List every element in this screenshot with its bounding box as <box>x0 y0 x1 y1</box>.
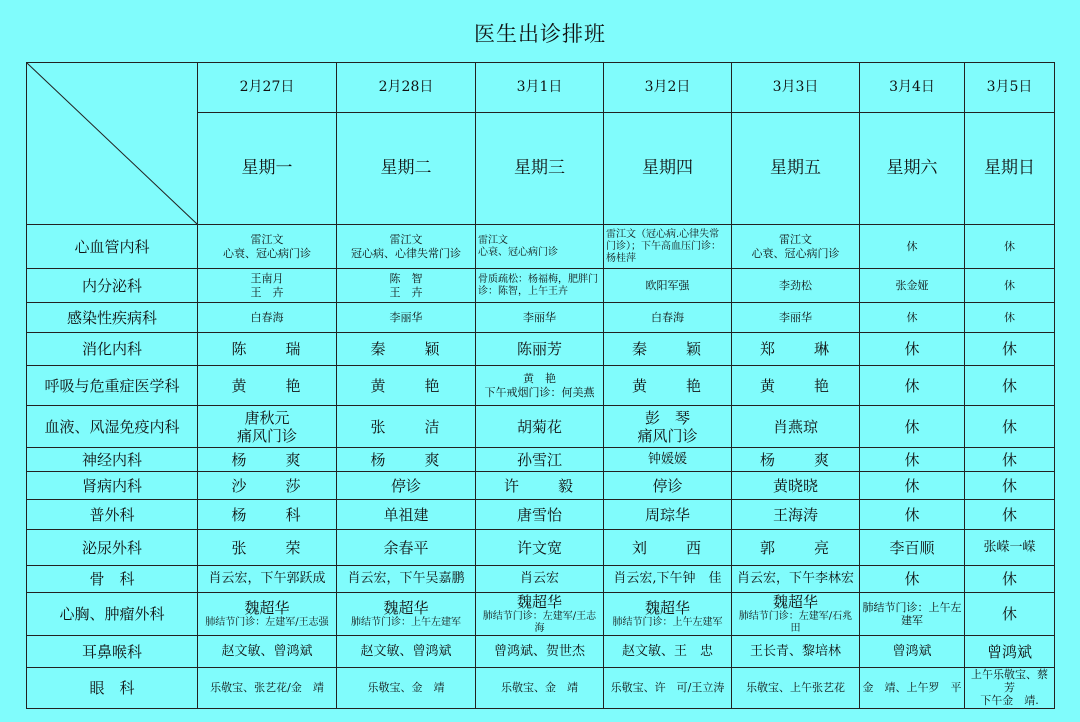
doctor-name: 周琮华 <box>644 505 690 524</box>
doctor-name: 许 毅 <box>503 476 585 495</box>
doctor-name: 魏超华 <box>516 593 562 611</box>
schedule-cell <box>732 406 860 448</box>
doctor-name: 孙雪江 <box>516 450 562 469</box>
doctor-name: 魏超华 <box>772 593 818 611</box>
schedule-cell <box>476 448 604 472</box>
date-cell: 3月2日 <box>604 63 732 113</box>
department-name: 消化内科 <box>27 333 198 366</box>
schedule-cell <box>965 269 1055 303</box>
doctor-name: 休 <box>906 310 918 324</box>
schedule-cell <box>965 472 1055 500</box>
doctor-name: 黄 艳 <box>231 376 313 395</box>
clinic-note: 心衰、冠心病门诊 <box>751 246 840 260</box>
schedule-cell <box>965 366 1055 406</box>
doctor-name: 雷江文 <box>779 233 812 247</box>
schedule-cell <box>198 668 337 709</box>
doctor-name: 欧阳军强 <box>645 278 690 292</box>
schedule-cell <box>198 303 337 333</box>
clinic-note: 心衰、冠心病门诊 <box>478 246 558 258</box>
doctor-name: 肖云宏，下午吴嘉鹏 <box>347 571 465 587</box>
doctor-name: 休 <box>1001 450 1017 469</box>
schedule-cell <box>732 366 860 406</box>
doctor-name: 魏超华 <box>244 599 290 617</box>
doctor-name: 许文宽 <box>516 538 562 557</box>
doctor-name: 停诊 <box>652 476 683 495</box>
schedule-cell <box>604 668 732 709</box>
doctor-name: 郭 亮 <box>759 538 841 557</box>
table-row <box>27 593 1055 636</box>
doctor-name: 黄晓晓 <box>772 476 818 495</box>
doctor-name: 曾鸿斌 <box>986 642 1032 661</box>
schedule-cell <box>860 500 965 530</box>
doctor-name: 黄 艳 <box>370 376 452 395</box>
schedule-cell <box>965 303 1055 333</box>
doctor-name: 杨 爽 <box>759 450 841 469</box>
doctor-name: 唐秋元 <box>244 408 290 427</box>
schedule-cell <box>476 406 604 448</box>
weekday-cell: 星期三 <box>476 113 604 225</box>
table-row <box>27 225 1055 269</box>
date-row <box>27 63 1055 113</box>
doctor-name: 乐敬宝、张艺花/金 靖 <box>210 681 324 695</box>
schedule-cell <box>732 225 860 269</box>
doctor-name: 上午乐敬宝、蔡芳 <box>971 668 1048 695</box>
schedule-cell <box>337 472 476 500</box>
doctor-name: 肖燕琼 <box>772 417 818 436</box>
doctor-name: 赵文敏、王 忠 <box>621 643 713 659</box>
table-row <box>27 500 1055 530</box>
schedule-cell <box>604 566 732 593</box>
schedule-cell <box>337 530 476 566</box>
weekday-cell: 星期二 <box>337 113 476 225</box>
schedule-cell <box>337 593 476 636</box>
doctor-name: 休 <box>904 450 920 469</box>
table-row <box>27 530 1055 566</box>
doctor-name: 胡菊花 <box>516 417 562 436</box>
doctor-name: 赵文敏、曾鸿斌 <box>360 643 452 659</box>
date-cell: 3月5日 <box>965 63 1055 113</box>
doctor-name: 乐敬宝、许 可/王立涛 <box>610 681 725 695</box>
schedule-cell <box>198 472 337 500</box>
schedule-cell <box>476 593 604 636</box>
schedule-cell <box>476 500 604 530</box>
schedule-cell <box>604 636 732 668</box>
department-name: 心胸、肿瘤外科 <box>27 593 198 636</box>
clinic-note: 心衰、冠心病门诊 <box>223 246 311 260</box>
schedule-cell <box>337 566 476 593</box>
doctor-name: 休 <box>904 376 920 395</box>
schedule-cell <box>965 593 1055 636</box>
schedule-cell <box>604 472 732 500</box>
schedule-cell <box>476 472 604 500</box>
weekday-cell: 星期六 <box>860 113 965 225</box>
schedule-cell <box>476 303 604 333</box>
table-row <box>27 636 1055 668</box>
doctor-name: 魏超华 <box>644 599 690 617</box>
schedule-cell <box>860 636 965 668</box>
schedule-cell <box>860 448 965 472</box>
schedule-cell <box>476 636 604 668</box>
schedule-cell <box>965 636 1055 668</box>
date-cell: 3月1日 <box>476 63 604 113</box>
doctor-name: 张金娅 <box>895 278 929 292</box>
schedule-cell <box>732 636 860 668</box>
doctor-name: 金 靖、上午罗 平 <box>862 681 962 695</box>
doctor-name: 雷江文 <box>478 234 508 246</box>
schedule-cell <box>965 225 1055 269</box>
doctor-name: 魏超华 <box>383 599 429 617</box>
doctor-name: 休 <box>904 340 920 358</box>
date-cell: 2月27日 <box>198 63 337 113</box>
doctor-name: 肺结节门诊：上午左建军 <box>862 600 962 627</box>
table-row <box>27 668 1055 709</box>
doctor-name: 郑 琳 <box>759 340 841 358</box>
schedule-cell <box>965 500 1055 530</box>
table-row <box>27 269 1055 303</box>
schedule-cell <box>732 593 860 636</box>
clinic-note: 肺结节门诊：左建军/王志强 <box>205 617 329 628</box>
schedule-cell <box>965 530 1055 566</box>
schedule-cell <box>604 269 732 303</box>
department-name: 呼吸与危重症医学科 <box>27 366 198 406</box>
schedule-cell <box>476 530 604 566</box>
schedule-cell <box>860 303 965 333</box>
clinic-note: 肺结节门诊：左建军/石兆田 <box>738 611 853 634</box>
schedule-cell <box>198 448 337 472</box>
doctor-name: 杨 科 <box>231 505 313 524</box>
schedule-cell <box>476 566 604 593</box>
weekday-cell: 星期一 <box>198 113 337 225</box>
schedule-cell <box>198 333 337 366</box>
department-name: 普外科 <box>27 500 198 530</box>
doctor-name: 李丽华 <box>389 310 423 324</box>
schedule-cell <box>337 333 476 366</box>
doctor-name: 白春海 <box>651 310 684 324</box>
doctor-name: 休 <box>1001 417 1017 436</box>
doctor-name: 黄 艳 <box>759 376 841 395</box>
doctor-name: 休 <box>904 570 920 588</box>
date-cell: 3月3日 <box>732 63 860 113</box>
doctor-name: 李丽华 <box>523 310 556 324</box>
schedule-cell <box>860 566 965 593</box>
schedule-cell <box>337 668 476 709</box>
doctor-name: 乐敬宝、金 靖 <box>367 681 445 695</box>
clinic-note: 下午戒烟门诊：何美燕 <box>484 385 595 399</box>
doctor-name: 陈 智 <box>389 272 423 286</box>
table-row <box>27 448 1055 472</box>
schedule-cell <box>604 406 732 448</box>
doctor-name: 骨质疏松：杨福梅，肥胖门诊：陈智，上午王卉 <box>478 273 598 297</box>
doctor-name: 李劲松 <box>779 278 812 292</box>
schedule-cell <box>604 225 732 269</box>
schedule-cell <box>860 333 965 366</box>
doctor-name: 肖云宏，下午李林宏 <box>736 571 854 587</box>
doctor-name: 张 荣 <box>231 538 313 557</box>
doctor-name: 曾鸿斌 <box>892 643 932 659</box>
schedule-table <box>26 62 1055 709</box>
department-name: 肾病内科 <box>27 472 198 500</box>
table-row <box>27 472 1055 500</box>
doctor-name: 肖云宏 <box>519 571 559 587</box>
schedule-cell <box>198 500 337 530</box>
schedule-cell <box>860 406 965 448</box>
schedule-cell <box>604 303 732 333</box>
department-name: 耳鼻喉科 <box>27 636 198 668</box>
doctor-name: 陈丽芳 <box>516 340 562 358</box>
schedule-cell <box>732 500 860 530</box>
schedule-cell <box>337 636 476 668</box>
doctor-name: 杨 爽 <box>370 450 452 469</box>
doctor-name: 乐敬宝、上午张艺花 <box>746 681 845 695</box>
schedule-cell <box>198 566 337 593</box>
table-row <box>27 366 1055 406</box>
doctor-name: 单祖建 <box>383 505 429 524</box>
schedule-cell <box>860 269 965 303</box>
schedule-cell <box>337 269 476 303</box>
clinic-note: 肺结节门诊：上午左建军 <box>351 617 461 628</box>
department-name: 神经内科 <box>27 448 198 472</box>
doctor-name: 肖云宏,下午钟 佳 <box>613 571 722 587</box>
clinic-note: 痛风门诊 <box>637 426 698 445</box>
schedule-cell <box>965 406 1055 448</box>
doctor-name: 张 洁 <box>370 417 452 436</box>
weekday-cell: 星期日 <box>965 113 1055 225</box>
clinic-note: 下午金 靖. <box>980 694 1039 708</box>
doctor-name: 休 <box>904 417 920 436</box>
doctor-name: 休 <box>1004 239 1015 253</box>
department-name: 感染性疾病科 <box>27 303 198 333</box>
schedule-cell <box>337 366 476 406</box>
schedule-cell <box>476 225 604 269</box>
doctor-name: 休 <box>906 239 918 253</box>
schedule-cell <box>860 668 965 709</box>
doctor-name: 休 <box>1001 340 1017 358</box>
doctor-name: 休 <box>904 476 920 495</box>
doctor-name: 休 <box>1004 278 1015 292</box>
doctor-name: 赵文敏、曾鸿斌 <box>221 643 313 659</box>
clinic-note: 王 卉 <box>389 285 423 299</box>
schedule-cell <box>476 668 604 709</box>
department-name: 泌尿外科 <box>27 530 198 566</box>
schedule-cell <box>337 303 476 333</box>
schedule-cell <box>476 333 604 366</box>
department-name: 内分泌科 <box>27 269 198 303</box>
page-title: 医生出诊排班 <box>474 22 606 46</box>
doctor-name: 休 <box>1004 310 1015 324</box>
doctor-name: 停诊 <box>390 476 421 495</box>
doctor-name: 休 <box>1001 476 1017 495</box>
schedule-cell <box>732 668 860 709</box>
doctor-name: 白春海 <box>250 310 284 324</box>
schedule-cell <box>604 593 732 636</box>
doctor-name: 黄 艳 <box>523 372 556 386</box>
doctor-name: 唐雪怡 <box>516 505 562 524</box>
clinic-note: 冠心病、心律失常门诊 <box>351 246 461 260</box>
schedule-cell <box>965 333 1055 366</box>
clinic-note: 王 卉 <box>250 285 284 299</box>
schedule-cell <box>337 500 476 530</box>
schedule-cell <box>732 448 860 472</box>
doctor-name: 陈 瑞 <box>231 340 313 358</box>
schedule-cell <box>198 269 337 303</box>
doctor-name: 雷江文 <box>250 233 284 247</box>
department-name: 眼 科 <box>27 668 198 709</box>
table-row <box>27 333 1055 366</box>
schedule-cell <box>198 593 337 636</box>
schedule-cell <box>732 269 860 303</box>
doctor-name: 张嵘一嵘 <box>983 539 1036 555</box>
doctor-name: 黄 艳 <box>631 376 713 395</box>
schedule-cell <box>198 530 337 566</box>
doctor-name: 休 <box>1001 505 1017 524</box>
schedule-cell <box>198 366 337 406</box>
weekday-cell: 星期五 <box>732 113 860 225</box>
doctor-name: 秦 颖 <box>631 340 713 358</box>
schedule-cell <box>198 636 337 668</box>
department-name: 骨 科 <box>27 566 198 593</box>
doctor-name: 余春平 <box>383 538 429 557</box>
weekday-cell: 星期四 <box>604 113 732 225</box>
schedule-cell <box>337 448 476 472</box>
doctor-name: 休 <box>904 505 920 524</box>
date-cell: 3月4日 <box>860 63 965 113</box>
schedule-cell <box>476 269 604 303</box>
doctor-name: 李丽华 <box>779 310 812 324</box>
doctor-name: 刘 西 <box>631 538 713 557</box>
schedule-cell <box>732 566 860 593</box>
doctor-name: 休 <box>1001 605 1017 623</box>
schedule-cell <box>604 500 732 530</box>
schedule-cell <box>198 406 337 448</box>
schedule-cell <box>732 333 860 366</box>
doctor-name: 李百顺 <box>889 538 935 557</box>
schedule-cell <box>860 472 965 500</box>
schedule-cell <box>604 530 732 566</box>
schedule-cell <box>860 530 965 566</box>
table-row <box>27 566 1055 593</box>
date-cell: 2月28日 <box>337 63 476 113</box>
schedule-cell <box>198 225 337 269</box>
doctor-name: 秦 颖 <box>370 340 452 358</box>
schedule-cell <box>604 366 732 406</box>
schedule-cell <box>732 530 860 566</box>
doctor-name: 钟媛媛 <box>647 451 687 467</box>
schedule-cell <box>965 448 1055 472</box>
schedule-cell <box>604 333 732 366</box>
schedule-cell <box>965 668 1055 709</box>
clinic-note: 肺结节门诊：左建军/王志海 <box>482 611 597 634</box>
department-name: 血液、风湿免疫内科 <box>27 406 198 448</box>
doctor-name: 雷江文（冠心病.心律失常门诊）；下午高血压门诊：杨桂萍 <box>606 228 721 264</box>
doctor-name: 曾鸿斌、贺世杰 <box>493 643 585 659</box>
schedule-cell <box>337 225 476 269</box>
doctor-name: 雷江文 <box>389 233 423 247</box>
doctor-name: 乐敬宝、金 靖 <box>501 681 578 695</box>
doctor-name: 沙 莎 <box>231 476 313 495</box>
clinic-note: 肺结节门诊：上午左建军 <box>612 617 723 628</box>
doctor-name: 休 <box>1001 376 1017 395</box>
table-row <box>27 406 1055 448</box>
doctor-name: 王南月 <box>250 272 284 286</box>
doctor-name: 杨 爽 <box>231 450 313 469</box>
doctor-name: 彭 琴 <box>644 408 690 427</box>
table-row <box>27 303 1055 333</box>
doctor-name: 休 <box>1001 570 1017 588</box>
clinic-note: 痛风门诊 <box>236 426 297 445</box>
schedule-cell <box>476 366 604 406</box>
department-name: 心血管内科 <box>27 225 198 269</box>
doctor-name: 肖云宏，下午郭跃成 <box>208 571 326 587</box>
schedule-cell <box>732 472 860 500</box>
schedule-cell <box>860 366 965 406</box>
schedule-cell <box>860 593 965 636</box>
doctor-name: 王长青、黎培林 <box>749 643 841 659</box>
diagonal-line <box>27 63 197 224</box>
schedule-cell <box>860 225 965 269</box>
corner-cell <box>27 63 198 225</box>
schedule-cell <box>337 406 476 448</box>
doctor-name: 王海涛 <box>772 505 818 524</box>
schedule-cell <box>965 566 1055 593</box>
schedule-cell <box>604 448 732 472</box>
schedule-cell <box>732 303 860 333</box>
